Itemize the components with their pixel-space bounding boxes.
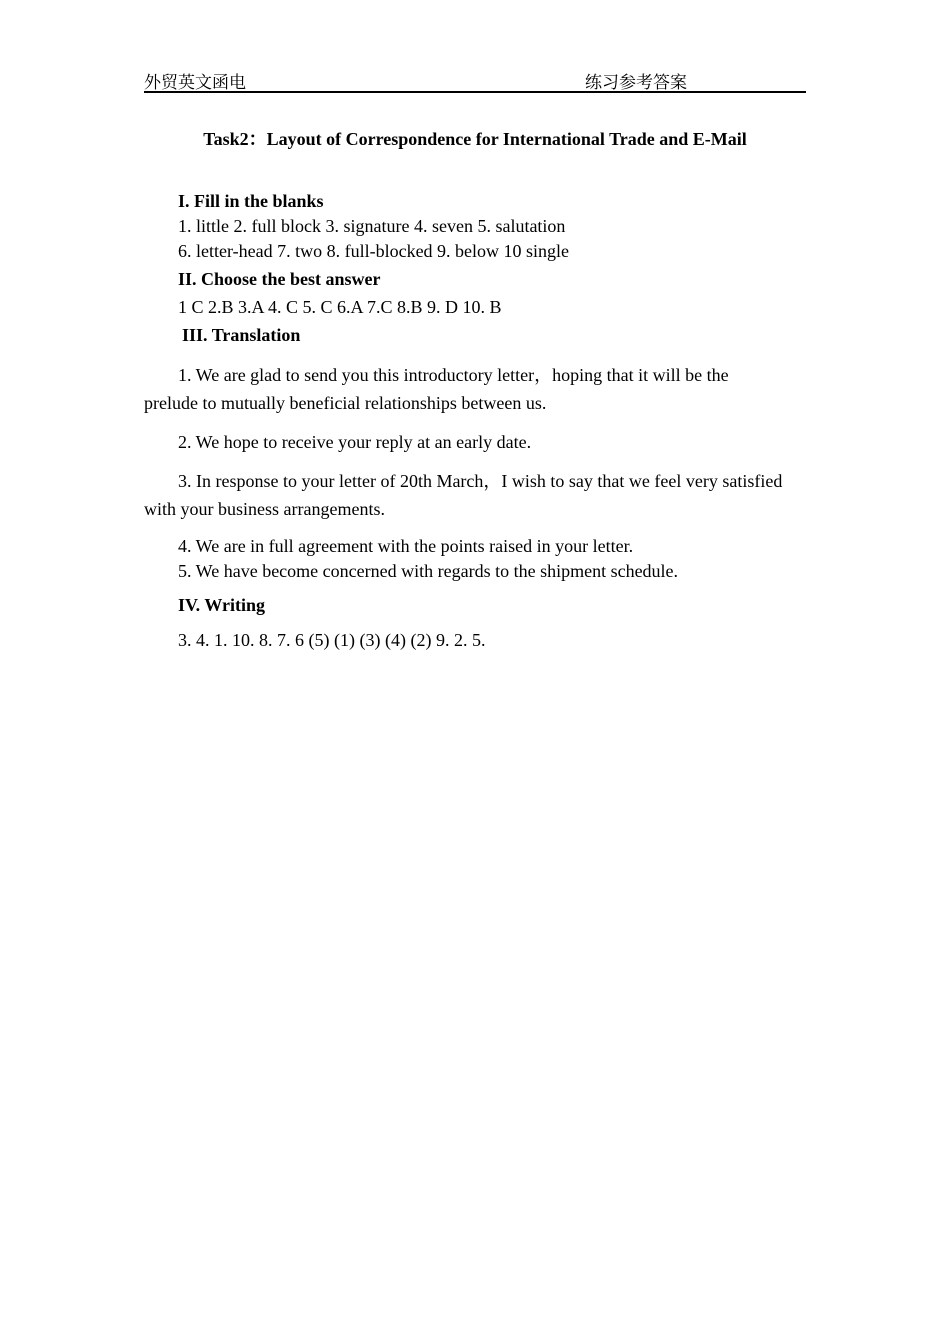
choose-answer-line-1: 1 C 2.B 3.A 4. C 5. C 6.A 7.C 8.B 9. D 10. B (178, 297, 502, 317)
header-answer-key-label: 练习参考答案 (585, 73, 687, 93)
fill-blanks-answers-line-1: 1. little 2. full block 3. signature 4. seven 5. salutation (178, 216, 566, 236)
task-title: Task2：Layout of Correspondence for International Trade and E-Mail (203, 129, 747, 149)
header-course-title: 外贸英文函电 (144, 73, 246, 93)
section-writing-heading: IV. Writing (178, 595, 266, 615)
translation-item-4: 4. We are in full agreement with the points raised in your letter. (178, 536, 634, 556)
page-header (144, 66, 806, 93)
translation-item-2: 2. We hope to receive your reply at an early date. (178, 432, 532, 452)
translation-item-3: 3. In response to your letter of 20th March，I wish to say that we feel very satisfied with your business arrangements. (144, 471, 783, 519)
section-fill-blanks-heading: I. Fill in the blanks (178, 191, 324, 211)
translation-item-1: 1. We are glad to send you this introductory letter，hoping that it will be the prelude to mutually beneficial relationships between us. (144, 365, 729, 413)
translation-item-5: 5. We have become concerned with regards to the shipment schedule. (178, 561, 679, 581)
section-translation-heading: III. Translation (182, 325, 301, 345)
section-choose-answer-heading: II. Choose the best answer (178, 269, 381, 289)
writing-answer-line: 3. 4. 1. 10. 8. 7. 6 (5) (1) (3) (4) (2) 9. 2. 5. (178, 630, 486, 650)
fill-blanks-answers-line-2: 6. letter-head 7. two 8. full-blocked 9. below 10 single (178, 241, 570, 261)
